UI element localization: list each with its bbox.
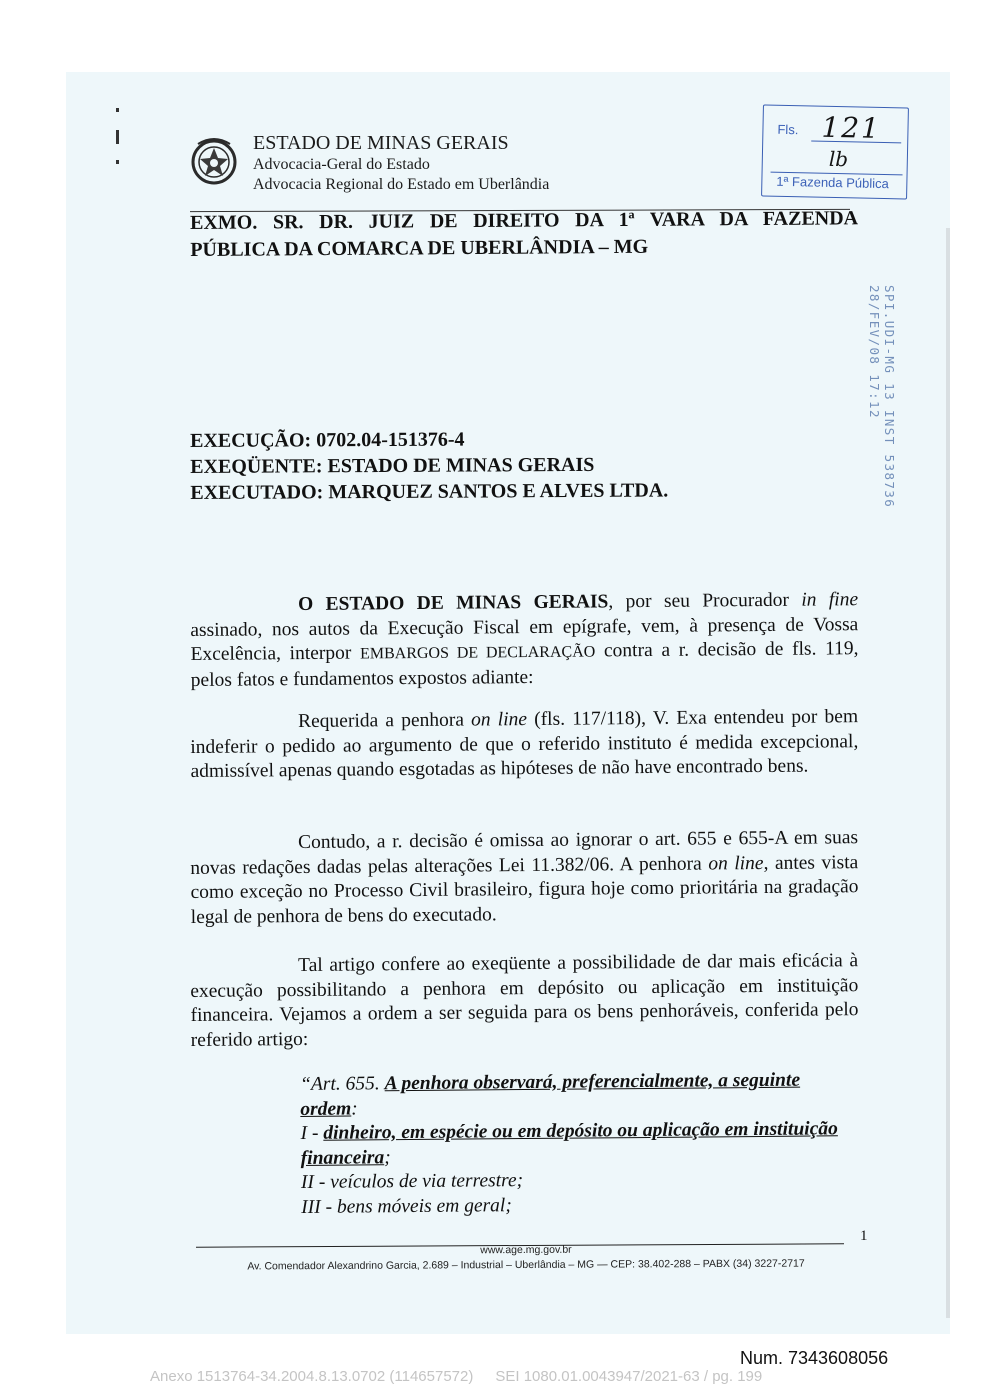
- footer-address: Av. Comendador Alexandrino Garcia, 2.689 – Industrial – Uberlândia – MG — CEP: 38.402-288 – PABX (34) 3227-2717: [247, 1257, 805, 1273]
- footer-website: www.age.mg.gov.br: [480, 1243, 572, 1257]
- protocol-receipt-stamp: SPI.UDI-MG 13 INST 538736 28/FEV/08 17:12: [867, 285, 897, 509]
- quote-item-1: I - dinheiro, em espécie ou em depósito ou aplicação em instituição financeira;: [300, 1118, 838, 1169]
- paragraph-4: Tal artigo confere ao exeqüente a possibilidade de dar mais eficácia à execução possibilitando a penhora em depósito ou aplicação em instituição financeira. Vejamos a ordem a ser seguida para os bens penhoráveis, conferida pelo referido artigo:: [190, 950, 859, 1051]
- paragraph-3: Contudo, a r. decisão é omissa ao ignorar o art. 655 e 655-A em suas novas redações dadas pelas alterações Lei 11.382/06. A penhora on line, antes vista como exceção no Processo Civil brasileiro, figura hoje como prioritária na gradação legal de penhora de bens do executado.: [190, 827, 859, 928]
- margin-marks: [112, 108, 122, 168]
- case-plaintiff: EXEQÜENTE: ESTADO DE MINAS GERAIS: [190, 453, 595, 478]
- letterhead-title: ESTADO DE MINAS GERAIS: [253, 132, 509, 154]
- heading-line-2: PÚBLICA DA COMARCA DE UBERLÂNDIA – MG: [190, 235, 649, 261]
- heading-line-1: EXMO. SR. DR. JUIZ DE DIREITO DA 1ª VARA DA FAZENDA: [190, 207, 859, 234]
- stamp-court-label: 1ª Fazenda Pública: [776, 173, 890, 192]
- document-id: Num. 7343608056: [740, 1348, 889, 1368]
- case-defendant: EXECUTADO: MARQUEZ SANTOS E ALVES LTDA.: [190, 479, 669, 504]
- coat-of-arms-icon: [190, 136, 238, 188]
- on-line-term: on line: [471, 709, 528, 731]
- paragraph-1: O ESTADO DE MINAS GERAIS, por seu Procurador in fine assinado, nos autos da Execução Fiscal em epígrafe, vem, à presença de Vossa Excelência, interpor EMBARGOS DE DECLARAÇÃO contra a r. decisão de fls. 119, pelos fatos e fundamentos expostos adiante:: [190, 589, 859, 691]
- case-caption: [190, 425, 668, 506]
- addressee-heading: [190, 205, 858, 264]
- quote-item-3: III - bens móveis em geral;: [301, 1194, 512, 1218]
- annex-reference: Anexo 1513764-34.2004.8.13.0702 (114657572) SEI 1080.01.0043947/2021-63 / pg. 199: [150, 1368, 763, 1385]
- stamp-initials: lb: [828, 146, 849, 172]
- stamp-fls-label: Fls.: [777, 121, 799, 138]
- in-fine-term: in fine: [801, 589, 859, 611]
- page-edge-shadow: [946, 228, 950, 1318]
- quote-article: “Art. 655. A penhora observará, preferencialmente, a seguinte ordem:: [300, 1069, 801, 1120]
- paragraph-2: Requerida a penhora on line (fls. 117/118), V. Exa entendeu por bem indeferir o pedido ao argumento de que o referido instituto é medida excepcional, admissível apenas quando esgotadas as hipóteses de não have encontrado bens.: [190, 706, 859, 782]
- quote-item-2: II - veículos de via terrestre;: [300, 1170, 524, 1193]
- letterhead-agency: Advocacia-Geral do Estado: [253, 156, 430, 173]
- motion-name: EMBARGOS DE DECLARAÇÃO: [359, 643, 596, 663]
- page-number: 1: [860, 1228, 868, 1244]
- on-line-term: on line: [708, 852, 764, 874]
- case-number: EXECUÇÃO: 0702.04-151376-4: [190, 428, 465, 452]
- footer: [196, 1241, 856, 1274]
- letterhead: [253, 131, 549, 195]
- party-name: O ESTADO DE MINAS GERAIS: [298, 591, 609, 616]
- stamp-folio-number: 121: [821, 110, 882, 145]
- folio-stamp: [761, 104, 909, 199]
- statute-quote: [300, 1068, 841, 1220]
- letterhead-office: Advocacia Regional do Estado em Uberlândia: [253, 176, 550, 193]
